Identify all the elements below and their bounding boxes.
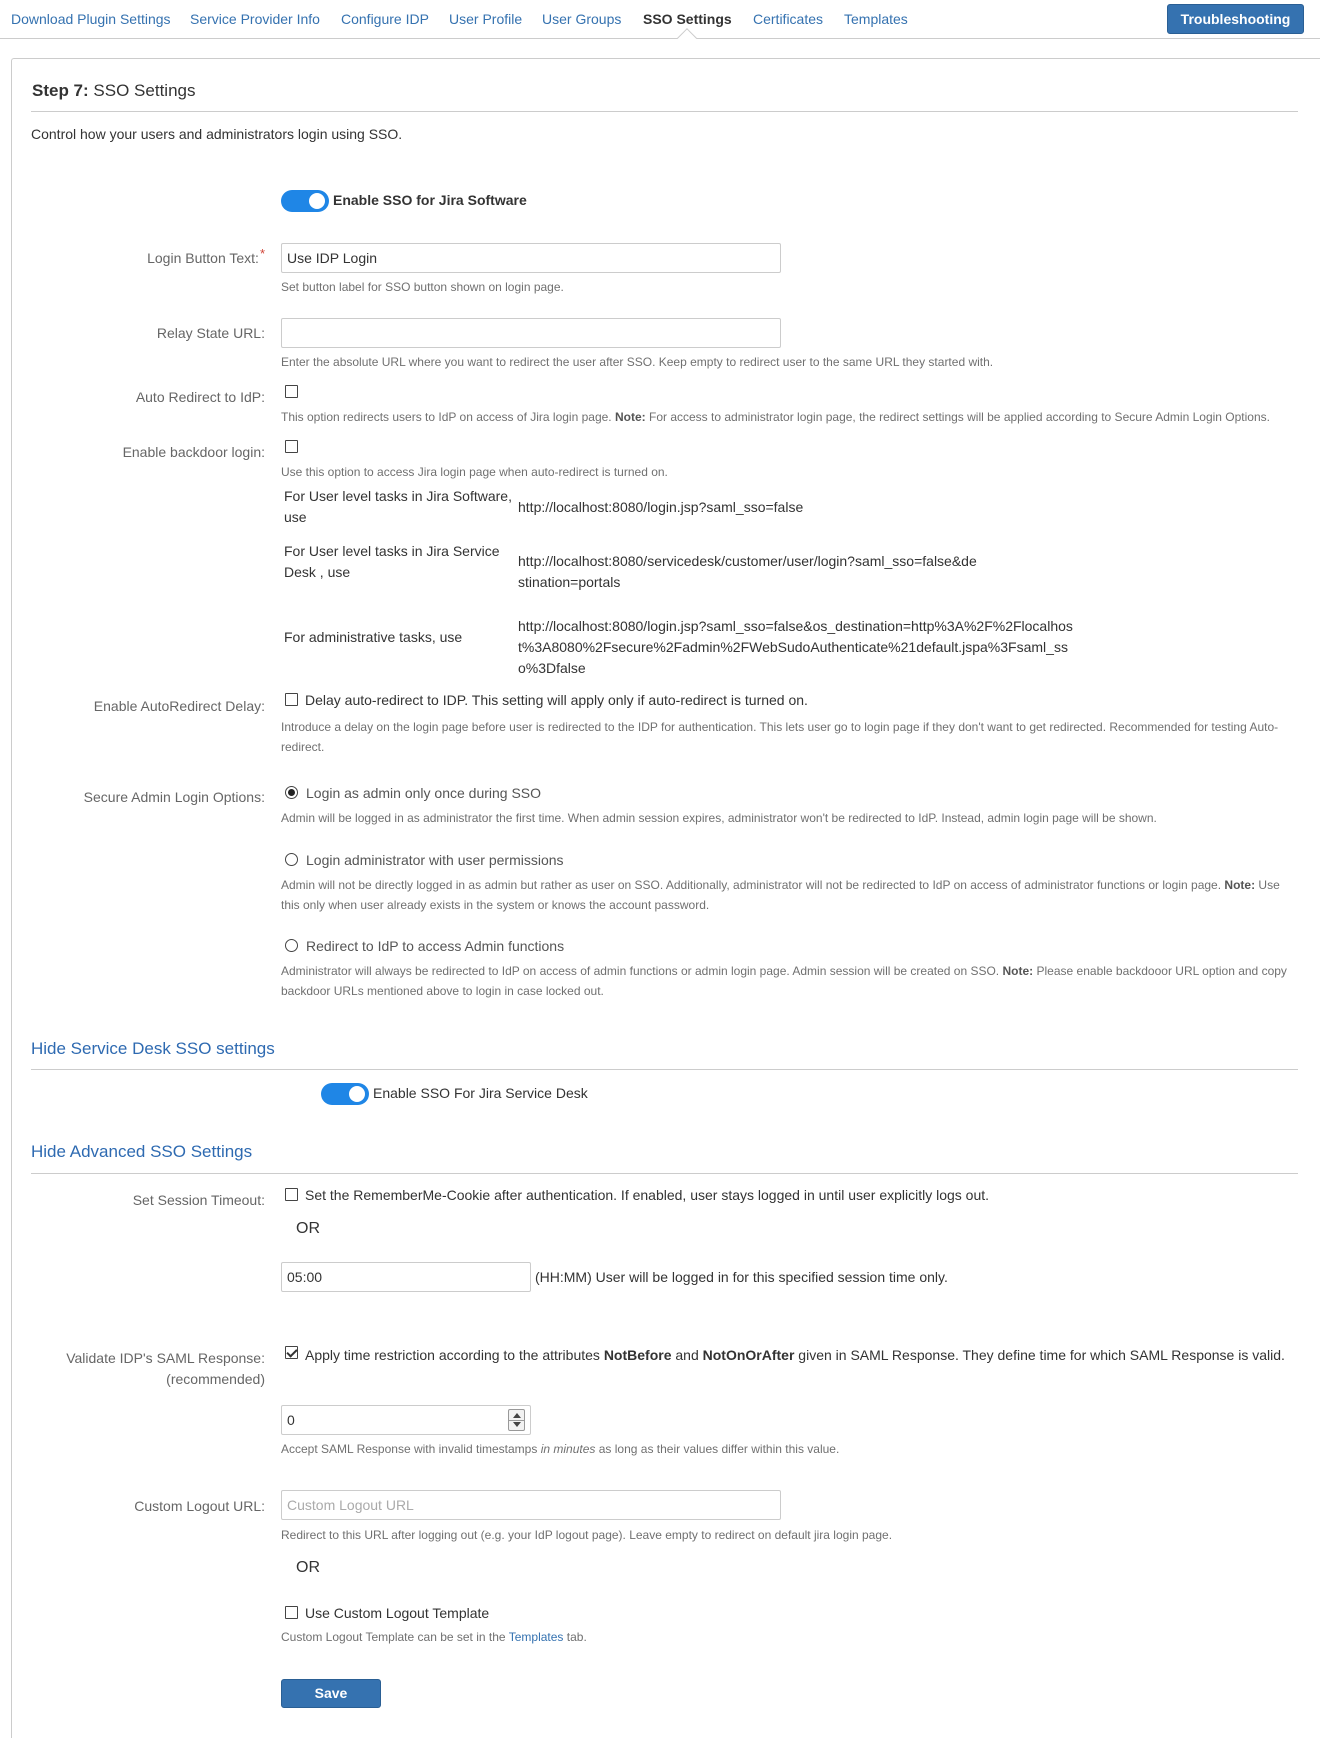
auto-redirect-label: Auto Redirect to IdP:	[135, 389, 265, 405]
secure-admin-option-redirect-idp: Redirect to IdP to access Admin functions	[306, 938, 565, 954]
step-number: Step 7:	[32, 81, 89, 100]
note-label: Note:	[1224, 878, 1256, 892]
note-label: Note:	[614, 410, 646, 424]
intro-text: Control how your users and administrators login using SSO.	[31, 126, 403, 142]
tab-configure-idp[interactable]: Configure IDP	[341, 11, 429, 27]
enable-sso-toggle[interactable]	[281, 190, 329, 212]
spinner-divider	[509, 1420, 524, 1421]
backdoor-row-label-software: For User level tasks in Jira Software, use	[284, 488, 512, 525]
secure-admin-user-permissions-note: Use this only when user already exists in the system or knows the account password.	[281, 878, 1280, 912]
enable-sso-service-desk-label: Enable SSO For Jira Service Desk	[373, 1085, 588, 1101]
save-button[interactable]: Save	[281, 1679, 381, 1708]
time-tolerance-help-em: in minutes	[540, 1442, 596, 1456]
relay-state-url-help: Enter the absolute URL where you want to redirect the user after SSO. Keep empty to redirect user to the same URL they started with.	[281, 355, 994, 369]
service-desk-divider	[31, 1069, 1298, 1070]
enable-sso-label: Enable SSO for Jira Software	[333, 192, 527, 208]
or-separator: OR	[296, 1559, 320, 1576]
custom-logout-template-label: Use Custom Logout Template	[305, 1605, 490, 1621]
note-label: Note:	[1002, 964, 1034, 978]
hide-service-desk-settings-link[interactable]: Hide Service Desk SSO settings	[31, 1039, 275, 1058]
tab-templates[interactable]: Templates	[844, 11, 908, 27]
auto-redirect-help-main: This option redirects users to IdP on access of Jira login page.	[281, 410, 612, 424]
attr-notonorafter: NotOnOrAfter	[702, 1347, 795, 1363]
troubleshooting-button[interactable]: Troubleshooting	[1167, 4, 1304, 34]
auto-redirect-checkbox[interactable]	[285, 385, 298, 398]
secure-admin-label: Secure Admin Login Options:	[83, 789, 265, 805]
backdoor-login-checkbox[interactable]	[285, 440, 298, 453]
spinner-down-icon[interactable]	[513, 1422, 521, 1427]
step-name: SSO Settings	[93, 81, 196, 100]
remember-me-checkbox[interactable]	[285, 1188, 298, 1201]
or-separator: OR	[296, 1220, 320, 1237]
secure-admin-radio-redirect-idp[interactable]	[285, 939, 298, 952]
auto-redirect-help	[281, 407, 1270, 427]
secure-admin-option-once-help: Admin will be logged in as administrator the first time. When admin session expires, administrator won't be redirected to IdP. Instead, admin login page will be shown.	[281, 811, 1157, 825]
secure-admin-option-once: Login as admin only once during SSO	[306, 785, 542, 801]
validate-saml-checkbox[interactable]	[285, 1346, 298, 1359]
login-button-text-help: Set button label for SSO button shown on login page.	[281, 280, 564, 294]
advanced-divider	[31, 1173, 1298, 1174]
backdoor-url-admin: http://localhost:8080/login.jsp?saml_sso=false&os_destination=http%3A%2F%2Flocalhost%3A8080%2Fsecure%2Fadmin%2FWebSudoAuthenticate%21default.jspa%3Fsaml_sso%3Dfalse	[518, 618, 1073, 676]
autoredirect-delay-option: Delay auto-redirect to IDP. This setting will apply only if auto-redirect is turned on.	[305, 692, 808, 708]
secure-admin-radio-user-permissions[interactable]	[285, 853, 298, 866]
custom-logout-url-label: Custom Logout URL:	[134, 1498, 265, 1514]
page-title	[32, 81, 195, 101]
remember-me-option: Set the RememberMe-Cookie after authentication. If enabled, user stays logged in until user explicitly logs out.	[305, 1187, 990, 1203]
relay-state-url-input[interactable]	[281, 318, 781, 348]
autoredirect-delay-checkbox[interactable]	[285, 693, 298, 706]
secure-admin-redirect-idp-note: Please enable backdooor URL option and copy backdoor URLs mentioned above to login in case locked out.	[281, 964, 1287, 998]
validate-option-pre: Apply time restriction according to the attributes	[305, 1347, 600, 1363]
validate-saml-recommended: (recommended)	[166, 1371, 265, 1387]
top-navigation	[0, 0, 1320, 39]
hide-advanced-settings-link[interactable]: Hide Advanced SSO Settings	[31, 1142, 253, 1161]
tab-service-provider-info[interactable]: Service Provider Info	[190, 11, 320, 27]
secure-admin-option-redirect-idp-help	[281, 961, 1301, 1001]
toggle-knob	[309, 193, 325, 209]
secure-admin-radio-once[interactable]	[285, 786, 298, 799]
autoredirect-delay-help: Introduce a delay on the login page before user is redirected to the IDP for authentication. This lets user go to login page if they don't want to get redirected. Recommended for testing Auto-redirect.	[281, 720, 1279, 754]
attr-notbefore: NotBefore	[603, 1347, 672, 1363]
tab-download-plugin-settings[interactable]: Download Plugin Settings	[11, 11, 171, 27]
custom-logout-url-help: Redirect to this URL after logging out (e.g. your IdP logout page). Leave empty to redirect on default jira login page.	[281, 1528, 893, 1542]
backdoor-url-service-desk: http://localhost:8080/servicedesk/customer/user/login?saml_sso=false&destination=portals	[518, 553, 977, 590]
validate-saml-label: Validate IDP's SAML Response:	[66, 1350, 265, 1366]
enable-sso-service-desk-toggle[interactable]	[321, 1083, 369, 1105]
template-help-post: tab.	[566, 1630, 587, 1644]
custom-logout-url-input[interactable]	[281, 1490, 781, 1520]
time-tolerance-help	[281, 1439, 839, 1459]
custom-logout-template-help	[281, 1627, 587, 1647]
tab-sso-settings[interactable]: SSO Settings	[643, 11, 732, 27]
validate-option-post: given in SAML Response. They define time for which SAML Response is valid.	[798, 1347, 1285, 1363]
time-tolerance-help-post: as long as their values differ within this value.	[598, 1442, 840, 1456]
autoredirect-delay-label: Enable AutoRedirect Delay:	[93, 698, 265, 714]
toggle-knob	[349, 1086, 365, 1102]
relay-state-url-label: Relay State URL:	[156, 325, 265, 341]
spinner-up-icon[interactable]	[513, 1413, 521, 1418]
login-button-text-label	[147, 246, 265, 266]
templates-tab-link[interactable]: Templates	[508, 1630, 564, 1644]
required-marker: *	[259, 246, 265, 261]
secure-admin-redirect-idp-desc: Administrator will always be redirected to IdP on access of admin functions or admin login page. Admin session will be created on SSO.	[281, 964, 1000, 978]
secure-admin-option-user-permissions-help	[281, 875, 1301, 915]
custom-logout-template-checkbox[interactable]	[285, 1606, 298, 1619]
title-divider	[31, 111, 1298, 112]
backdoor-url-software: http://localhost:8080/login.jsp?saml_sso=false	[518, 499, 804, 515]
number-spinner[interactable]	[508, 1409, 525, 1431]
time-tolerance-input[interactable]	[281, 1405, 531, 1435]
login-button-text-input[interactable]	[281, 243, 781, 273]
secure-admin-user-permissions-desc: Admin will not be directly logged in as admin but rather as user on SSO. Additionally, administrator will not be redirected to IdP on access of administrator functions or login page.	[281, 878, 1222, 892]
secure-admin-option-user-permissions: Login administrator with user permissions	[306, 852, 564, 868]
auto-redirect-help-note: For access to administrator login page, the redirect settings will be applied according to Secure Admin Login Options.	[648, 410, 1270, 424]
validate-saml-option	[305, 1345, 1305, 1366]
backdoor-row-label-service-desk: For User level tasks in Jira Service Desk , use	[284, 543, 500, 580]
backdoor-login-help: Use this option to access Jira login page when auto-redirect is turned on.	[281, 465, 668, 479]
session-timeout-input[interactable]	[281, 1262, 531, 1292]
session-timeout-label: Set Session Timeout:	[132, 1192, 265, 1208]
validate-option-and: and	[675, 1347, 699, 1363]
time-tolerance-help-pre: Accept SAML Response with invalid timestamps	[281, 1442, 538, 1456]
template-help-pre: Custom Logout Template can be set in the	[281, 1630, 506, 1644]
login-button-text-label-text: Login Button Text:	[147, 250, 259, 266]
tab-user-profile[interactable]: User Profile	[449, 11, 523, 27]
tab-user-groups[interactable]: User Groups	[542, 11, 622, 27]
tab-certificates[interactable]: Certificates	[753, 11, 824, 27]
session-timeout-suffix: (HH:MM) User will be logged in for this specified session time only.	[535, 1269, 948, 1285]
backdoor-login-label: Enable backdoor login:	[122, 444, 265, 460]
backdoor-row-label-admin: For administrative tasks, use	[284, 629, 463, 645]
